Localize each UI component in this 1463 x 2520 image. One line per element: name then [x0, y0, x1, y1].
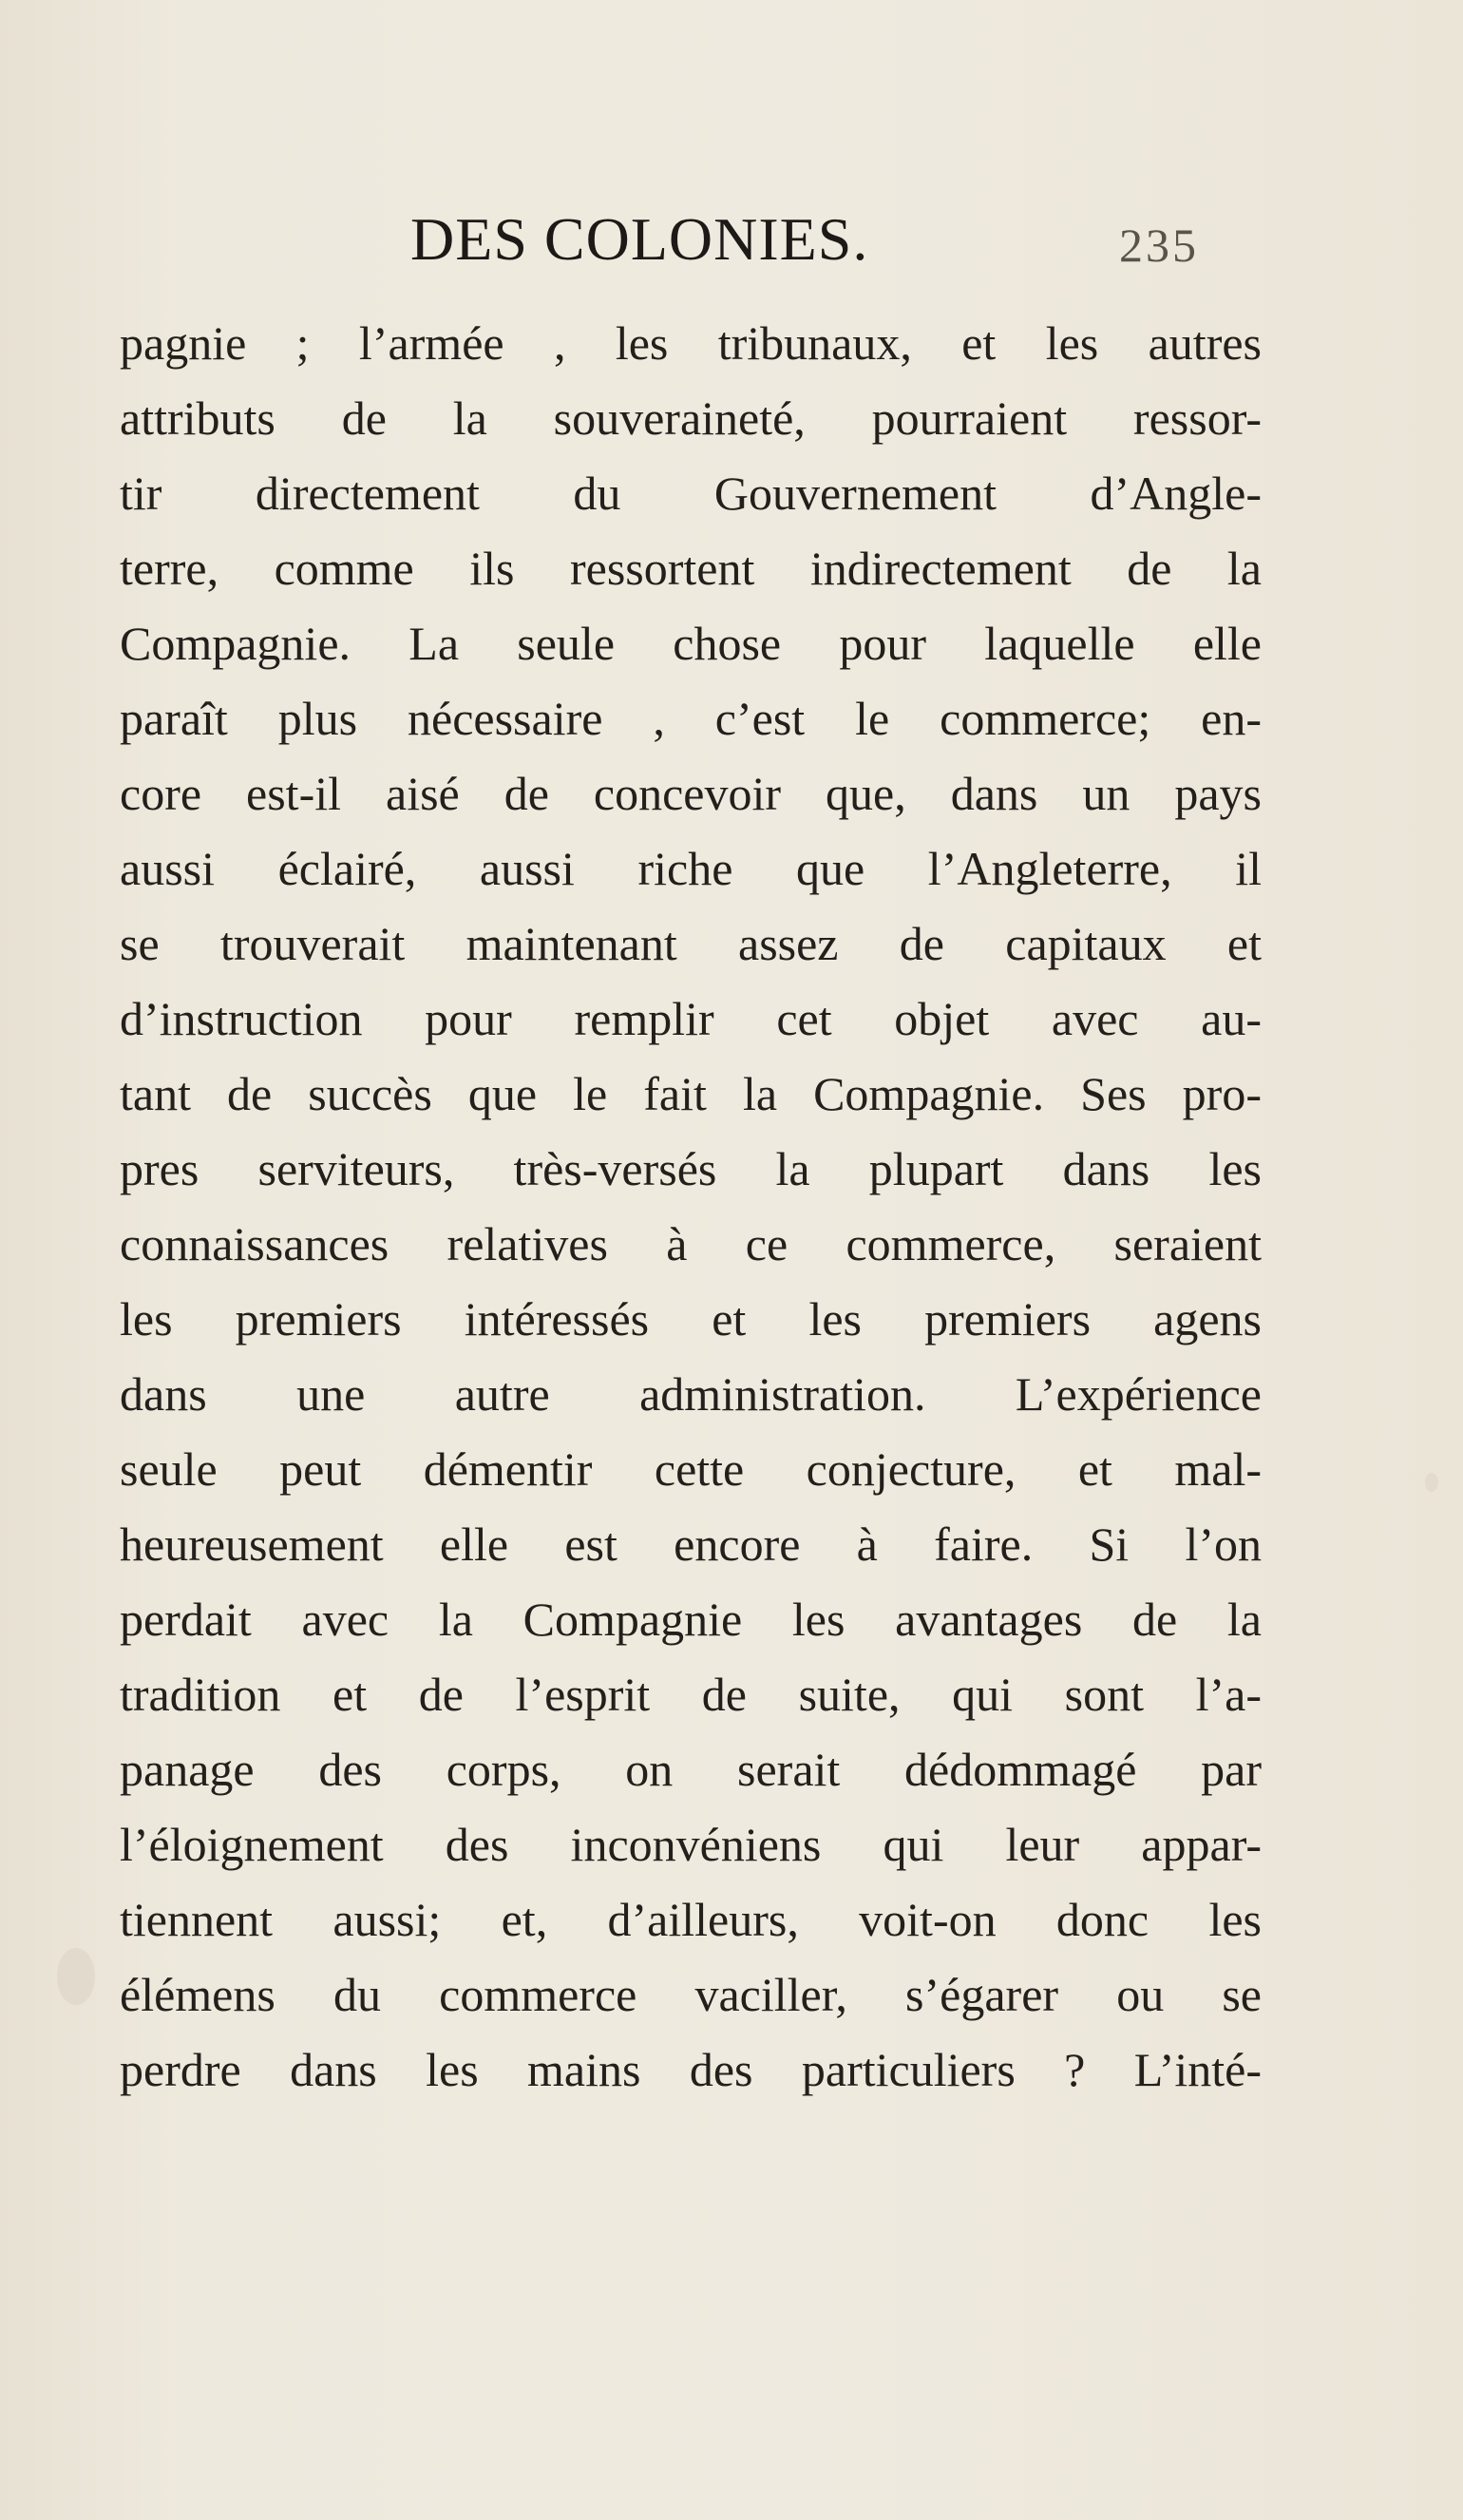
running-title: DES COLONIES. [410, 205, 869, 273]
page-number: 235 [1119, 219, 1199, 272]
text-line: d’instruction pour remplir cet objet avec au- [120, 992, 1262, 1045]
text-line: core est-il aisé de concevoir que, dans un pays [120, 767, 1262, 820]
text-line: tiennent aussi; et, d’ailleurs, voit-on donc les [120, 1893, 1262, 1946]
text-line: seule peut démentir cette conjecture, et mal- [120, 1442, 1262, 1496]
text-line: paraît plus nécessaire , c’est le commerce; en- [120, 692, 1262, 745]
text-line: perdre dans les mains des particuliers ? L’inté- [120, 2043, 1262, 2096]
text-line: tir directement du Gouvernement d’Angle- [120, 467, 1262, 520]
text-line: pagnie ; l’armée , les tribunaux, et les autres [120, 316, 1262, 370]
text-line: l’éloignement des inconvéniens qui leur appar- [120, 1818, 1262, 1871]
text-line: les premiers intéressés et les premiers agens [120, 1292, 1262, 1346]
body-text [120, 306, 1262, 2108]
text-line: heureusement elle est encore à faire. Si l’on [120, 1518, 1262, 1571]
paper-stain [1425, 1473, 1438, 1492]
text-line: élémens du commerce vaciller, s’égarer ou se [120, 1968, 1262, 2021]
page-header [0, 201, 1463, 277]
text-line: tradition et de l’esprit de suite, qui sont l’a- [120, 1668, 1262, 1721]
text-line: attributs de la souveraineté, pourraient ressor- [120, 391, 1262, 445]
text-line: perdait avec la Compagnie les avantages de la [120, 1593, 1262, 1646]
text-line: pres serviteurs, très-versés la plupart dans les [120, 1142, 1262, 1195]
text-line: connaissances relatives à ce commerce, seraient [120, 1217, 1262, 1270]
text-line: dans une autre administration. L’expérience [120, 1367, 1262, 1421]
paper-stain [57, 1948, 95, 2005]
text-line: tant de succès que le fait la Compagnie. Ses pro- [120, 1067, 1262, 1120]
text-line: panage des corps, on serait dédommagé par [120, 1743, 1262, 1796]
text-line: terre, comme ils ressortent indirectement de la [120, 542, 1262, 595]
text-line: se trouverait maintenant assez de capitaux et [120, 917, 1262, 970]
text-line: aussi éclairé, aussi riche que l’Angleterre, il [120, 842, 1262, 895]
text-line: Compagnie. La seule chose pour laquelle elle [120, 617, 1262, 670]
